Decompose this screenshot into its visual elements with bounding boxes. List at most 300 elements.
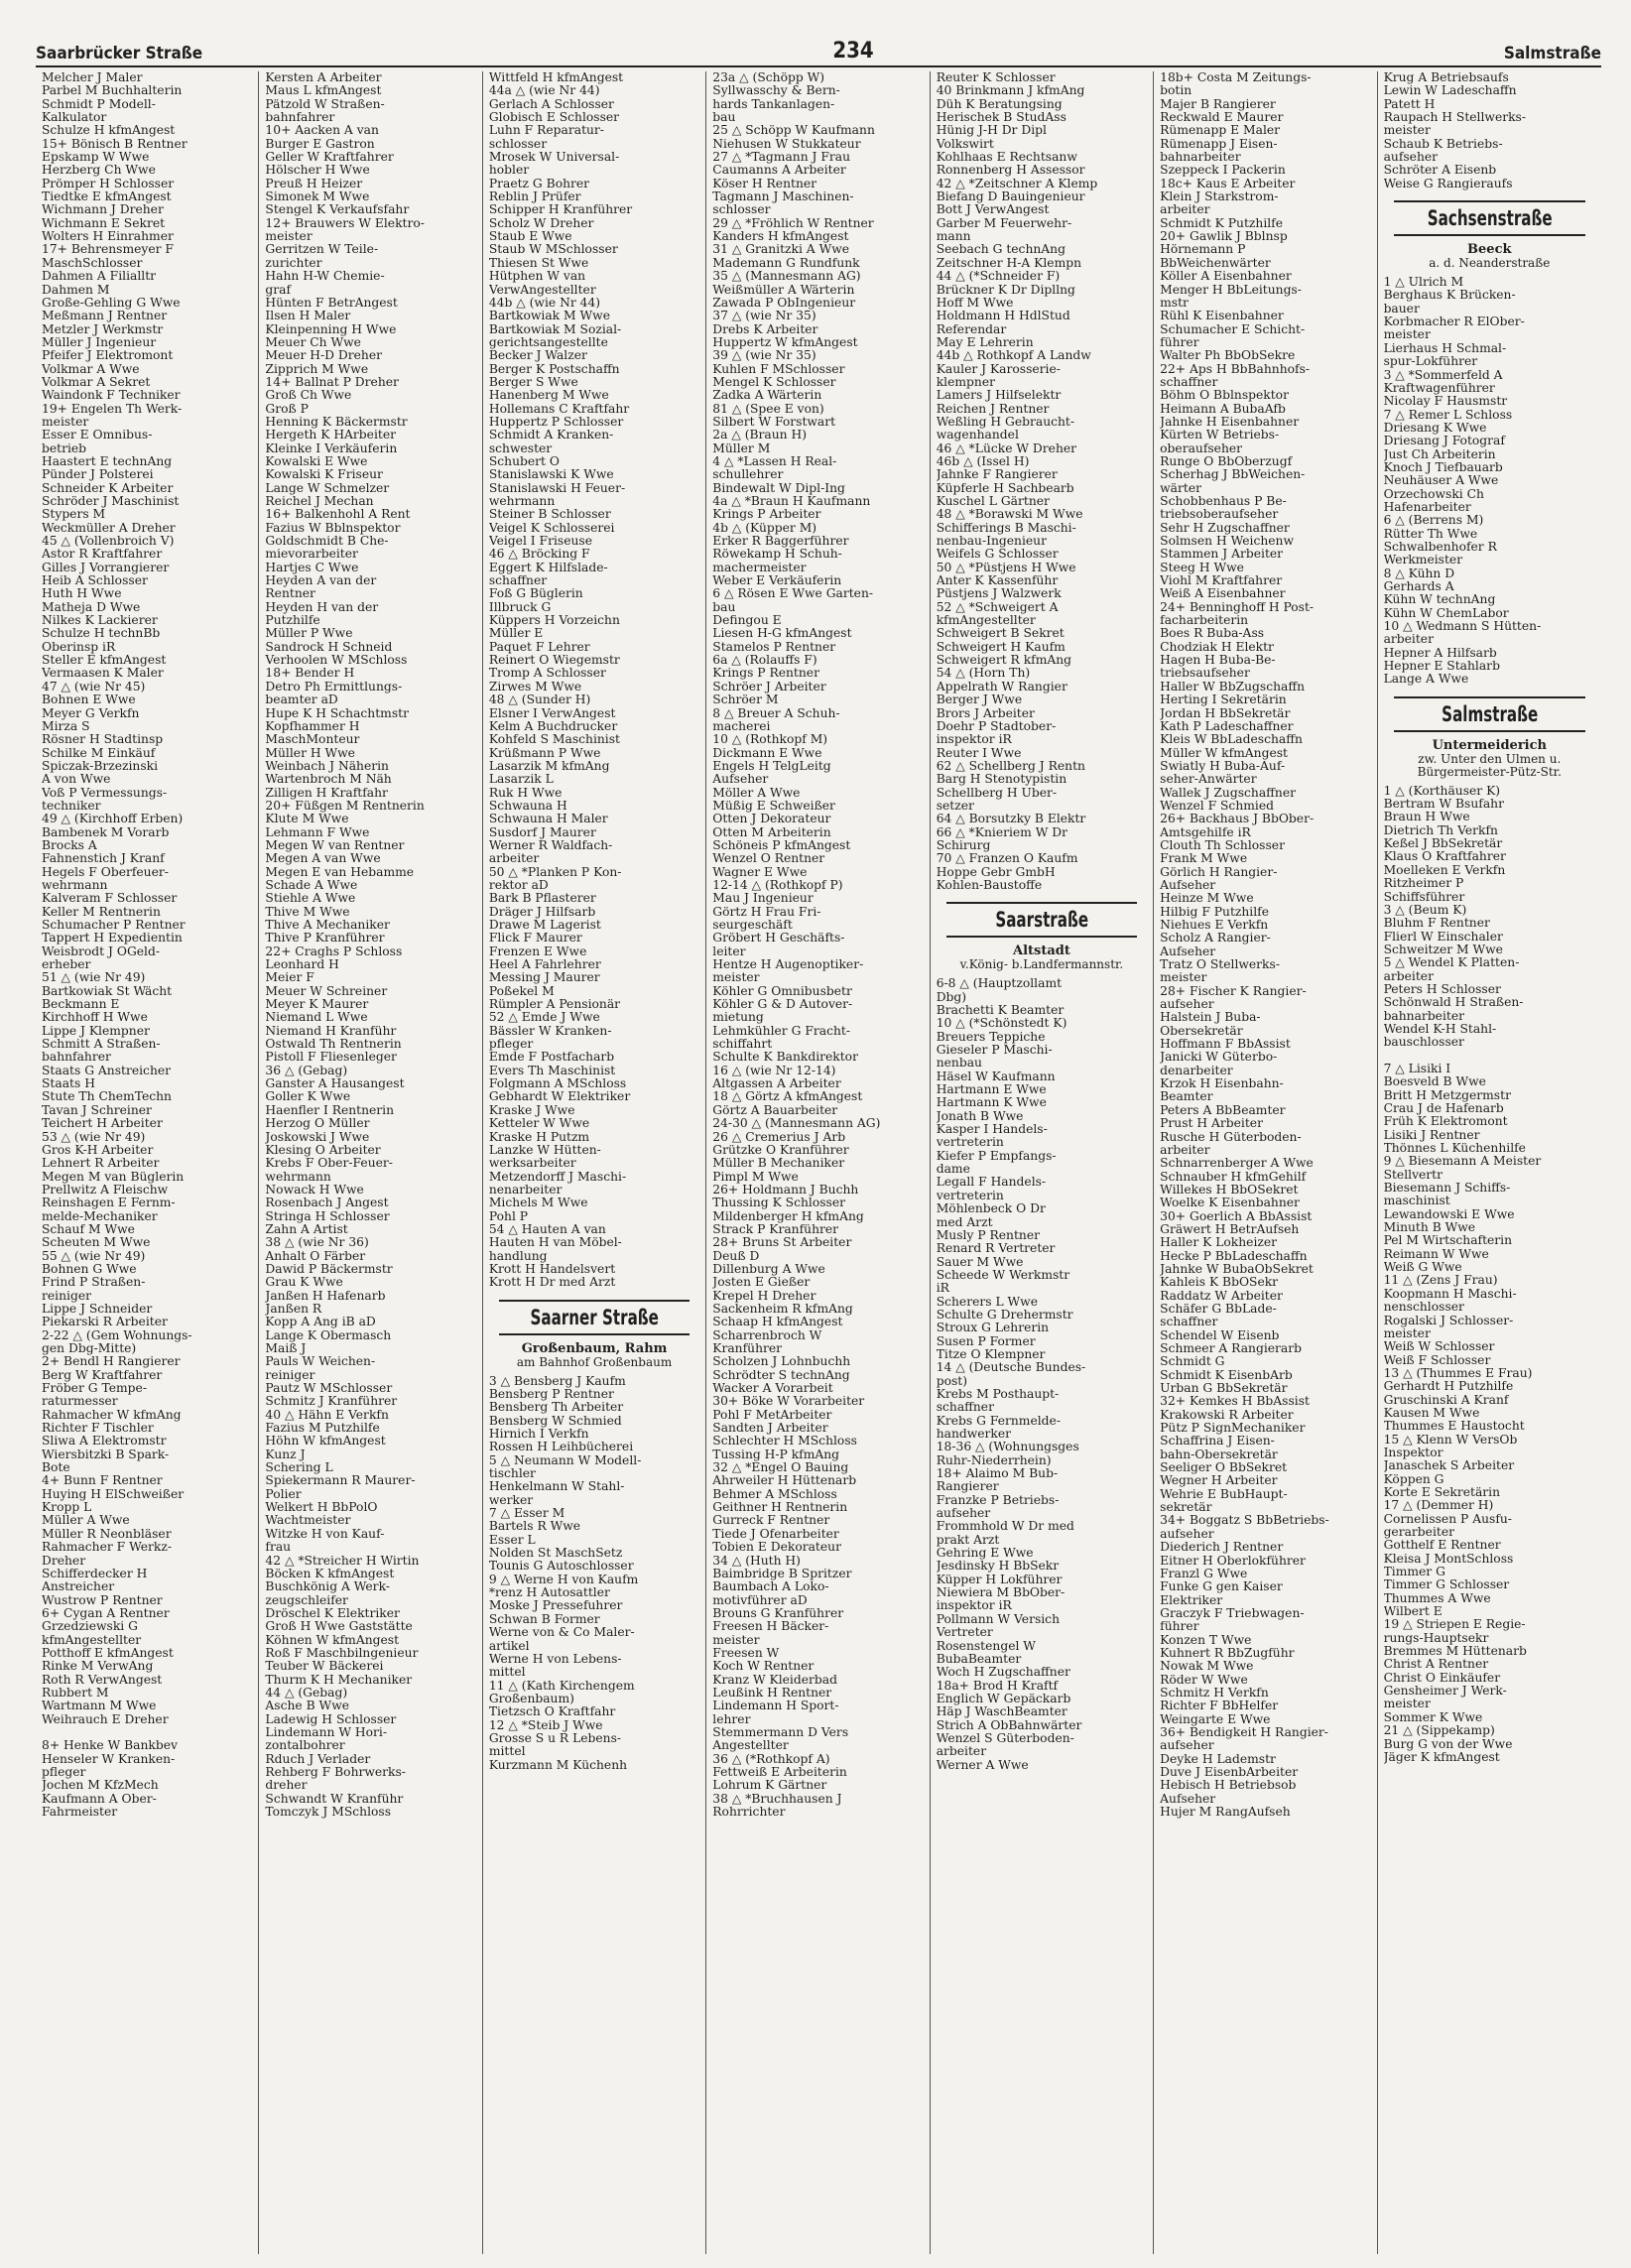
directory-entry: Zilligen H Kraftfahr [265,786,388,800]
directory-entry: Rangierer [936,1480,999,1494]
directory-entry: 9 △ Biesemann A Meister [1383,1155,1542,1169]
directory-entry: Kuhlen F MSchlosser [712,362,845,376]
directory-entry: Krakowski R Arbeiter [1160,1408,1294,1422]
directory-entry: Teuber W Bäckerei [265,1660,384,1674]
directory-entry: Lasarzik L [488,773,554,787]
directory-entry: Duve J EisenbArbeiter [1160,1766,1299,1779]
directory-entry: Schweigert H Kaufm [936,640,1066,654]
directory-entry: Hoppe Gebr GmbH [936,865,1056,879]
directory-entry: 54 △ (Horn Th) [936,667,1031,681]
directory-entry: führer [1160,335,1199,349]
directory-entry: Rümenapp J Eisen- [1160,137,1278,151]
directory-entry: Parbel M Buchhalterin [42,84,183,98]
directory-entry: Niehusen W Stukkateur [712,137,861,151]
directory-entry: 34 △ (Huth H) [712,1554,801,1568]
directory-entry: Engels H TelgLeitg [712,759,831,773]
directory-entry: Verhoolen W MSchloss [265,654,408,668]
directory-entry: Otten J Dekorateur [712,813,831,826]
directory-entry: Ostwald Th Rentnerin [265,1038,402,1052]
directory-entry: 32 △ *Engel O Bauing [712,1461,849,1475]
directory-entry: Ritzheimer P [1383,877,1464,891]
directory-entry: Böhm O Bblnspektor [1160,389,1289,403]
directory-entry: beamter aD [265,693,338,707]
directory-entry: Ladewig H Schlosser [265,1712,397,1726]
directory-entry: Kirchhoff H Wwe [42,1011,148,1025]
directory-entry: Werkmeister [1383,554,1463,567]
directory-entry: MaschMonteur [265,733,360,747]
directory-entry: Reuter I Wwe [936,746,1022,760]
directory-entry: schwester [488,441,553,455]
directory-entry: 55 △ (wie Nr 49) [42,1249,146,1263]
directory-entry: Raupach H Stellwerks- [1383,111,1527,125]
directory-entry: Hartjes C Wwe [265,561,359,574]
directory-entry: Englich W Gepäckarb [936,1692,1071,1705]
directory-entry: Heimann A BubaAfb [1160,402,1286,416]
street-name: Saarner Straße [530,1305,659,1329]
directory-entry: Bartkowiak M Sozial- [488,322,622,336]
directory-entry: Schlechter H MSchloss [712,1435,857,1449]
directory-entry: Spiczak-Brzezinski [42,759,159,773]
directory-entry: Lisiki J Rentner [1383,1128,1480,1142]
directory-entry: Staats H [42,1077,95,1091]
directory-entry: Müller J Ingenieur [42,335,157,349]
directory-entry: Dahmen M [42,283,110,297]
directory-entry: Aufseher [712,773,769,787]
directory-entry: Stellvertr [1383,1168,1443,1182]
directory-entry: 21 △ (Sippekamp) [1383,1724,1495,1738]
directory-entry: Jonath B Wwe [936,1109,1024,1123]
directory-entry: tischler [488,1467,536,1481]
header-street-to: Salmstraße [1503,44,1601,63]
directory-entry: Zirwes M Wwe [488,680,582,693]
directory-entry: Kohfeld S Maschinist [488,733,620,747]
directory-entry: schullehrer [712,468,784,482]
directory-entry: Niewiera M BbOber- [936,1586,1066,1600]
directory-entry: Richter F BbHelfer [1160,1700,1279,1713]
directory-entry: lehrer [712,1712,751,1726]
directory-entry: Weber E Verkäuferin [712,574,842,588]
directory-entry: Gerhards A [1383,580,1454,593]
directory-entry: werker [488,1493,534,1507]
directory-entry: Metzendorff J Maschi- [488,1170,627,1184]
directory-entry: mittel [488,1666,526,1680]
directory-entry: Höhn W kfmAngest [265,1435,386,1449]
directory-entry: Früh K Elektromont [1383,1115,1508,1129]
directory-entry: post) [936,1374,968,1388]
directory-entry: handwerker [936,1428,1012,1441]
directory-entry: Mirza S [42,719,90,733]
directory-entry: Hirnich I Verkfn [488,1428,589,1441]
directory-entry: Astor R Kraftfahrer [42,548,163,562]
directory-entry: Görtz H Frau Fri- [712,905,821,919]
directory-entry: Schwandt W Kranführ [265,1792,404,1806]
directory-entry: Pistoll F Fliesenleger [265,1051,397,1065]
directory-entry: Pautz W MSchlosser [265,1382,393,1396]
directory-entry: Rahmacher F Werkz- [42,1541,172,1555]
directory-entry: 48 △ *Borawski M Wwe [936,508,1083,522]
street-range-note: a. d. Neanderstraße [1429,256,1551,271]
directory-entry: Dietrich Th Verkfn [1383,823,1498,837]
directory-entry: Schmidt P Modell- [42,97,156,111]
directory-entry: Raddatz W Arbeiter [1160,1289,1283,1303]
directory-entry: Boesveld B Wwe [1383,1075,1486,1089]
directory-entry: Rahmacher W kfmAng [42,1408,182,1422]
directory-entry: Frenzen E Wwe [488,945,587,958]
directory-entry: prakt Arzt [936,1533,1000,1547]
directory-entry: 44b △ (wie Nr 44) [488,296,601,310]
directory-entry: Scholzen J Lohnbuchh [712,1355,851,1369]
directory-entry: Steller E kfmAngest [42,654,167,668]
directory-entry: Schilke M Einkäuf [42,746,156,760]
directory-entry: Schendel W Eisenb [1160,1328,1280,1342]
directory-entry: *renz H Autosattler [488,1586,610,1600]
directory-entry: Tavan J Schreiner [42,1103,152,1117]
directory-entry: wagenhandel [936,429,1019,442]
directory-entry: Huppertz W kfmAngest [712,335,858,349]
directory-entry: Bohnen G Wwe [42,1262,137,1276]
directory-entry: Dillenburg A Wwe [712,1262,825,1276]
directory-entry: 19+ Engelen Th Werk- [42,402,183,416]
directory-entry: Janicki W Güterbo- [1160,1051,1278,1065]
directory-entry: Müller A Wwe [42,1514,130,1528]
directory-entry: Garber M Feuerwehr- [936,216,1072,230]
directory-entry: Pätzold W Straßen- [265,97,385,111]
directory-entry: Elsner I VerwAngest [488,706,616,720]
directory-entry: vertreterin [936,1136,1004,1150]
directory-entry: Haller W BbZugschaffn [1160,680,1306,693]
directory-entry: 30+ Goerlich A BbAssist [1160,1209,1313,1223]
directory-column [1378,71,1601,2254]
directory-entry: Schulte G Drehermstr [936,1308,1073,1322]
directory-entry: Piekarski R Arbeiter [42,1316,168,1329]
directory-entry: Moske J Pressefuhrer [488,1599,623,1613]
directory-entry: Schulte K Bankdirektor [712,1051,858,1065]
directory-entry: Kopp A Ang iB aD [265,1316,376,1329]
directory-entry: 1 △ (Korthäuser K) [1383,784,1501,798]
directory-entry: Werner R Waldfach- [488,838,613,852]
directory-entry: Meuer W Schreiner [265,984,388,998]
directory-entry: meister [1383,328,1431,342]
directory-entry: Schnarrenberger A Wwe [1160,1157,1314,1171]
directory-entry: 22+ Aps H BbBahnhofs- [1160,362,1311,376]
directory-entry: 18b+ Costa M Zeitungs- [1160,71,1312,84]
directory-entry: bauer [1383,302,1420,315]
directory-entry: 15 △ Klenn W VersOb [1383,1433,1518,1447]
directory-entry: Weißmüller A Wärterin [712,283,855,297]
directory-entry: Hepner E Stahlarb [1383,660,1500,674]
directory-entry: Messing J Maurer [488,971,600,985]
directory-entry: Häsel W Kaufmann [936,1070,1056,1083]
directory-entry: Driesang K Wwe [1383,421,1487,435]
directory-entry: Schäfer G BbLade- [1160,1302,1277,1316]
directory-entry: Sandten J Arbeiter [712,1422,828,1436]
directory-entry: zurichter [265,256,322,270]
directory-entry: Deyke H Lademstr [1160,1752,1276,1766]
directory-entry: 38 △ (wie Nr 36) [265,1236,369,1250]
directory-entry: Drebs K Arbeiter [712,322,818,336]
directory-entry: Schirurg [936,838,991,852]
directory-entry: Viohl M Kraftfahrer [1160,574,1283,588]
directory-entry: Müller E [488,627,544,641]
directory-entry: 38 △ *Bruchhausen J [712,1792,842,1806]
directory-entry: Henkelmann W Stahl- [488,1480,625,1494]
directory-entry: 10 △ (Rothkopf M) [712,733,828,747]
directory-entry: Wendel K-H Stahl- [1383,1022,1497,1036]
directory-entry: arbeiter [1383,969,1434,983]
directory-entry: Schauf M Wwe [42,1222,135,1236]
directory-entry: Niehues E Verkfn [1160,919,1269,932]
directory-entry: aufseher [1383,151,1439,165]
directory-entry: Wenzel F Schmied [1160,799,1274,813]
directory-entry: raturmesser [42,1395,118,1409]
directory-entry: Gotthelf E Rentner [1383,1539,1501,1553]
directory-entry: Franzke P Betriebs- [936,1493,1060,1507]
directory-entry: Gräwert H BetrAufseh [1160,1222,1300,1236]
directory-entry: 47 △ (wie Nr 45) [42,680,146,693]
directory-entry: leiter [712,945,746,958]
directory-entry: Schulze H kfmAngest [42,124,176,138]
directory-entry: bauschlosser [1383,1036,1464,1050]
directory-entry: mstr [1160,296,1189,310]
directory-entry: Fazius M Putzhilfe [265,1422,380,1436]
directory-entry: 7 △ Lisiki I [1383,1062,1451,1075]
directory-entry: Oberinsp iR [42,640,116,654]
directory-entry: Fazius W Bblnspektor [265,521,401,535]
section-rule [1394,696,1585,698]
directory-entry: Schade A Wwe [265,878,358,892]
directory-entry: Grau K Wwe [265,1276,343,1290]
directory-entry: handlung [488,1249,548,1263]
directory-entry: Klaus O Kraftfahrer [1383,850,1506,864]
directory-entry: 27 △ *Tagmann J Frau [712,151,851,165]
directory-entry: Steeg H Wwe [1160,561,1244,574]
directory-entry: Kelm A Buchdrucker [488,719,618,733]
directory-entry: Lierhaus H Schmal- [1383,341,1507,355]
directory-entry: Hollemans C Kraftfahr [488,402,630,416]
directory-entry: Hünten F BetrAngest [265,296,398,310]
directory-entry: Groß H Wwe Gaststätte [265,1620,413,1634]
directory-entry: Maus L kfmAngest [265,84,382,98]
directory-entry: Hegels F Oberfeuer- [42,865,169,879]
directory-entry: Seebach G technAng [936,243,1066,257]
directory-entry: Hafenarbeiter [1383,500,1471,514]
directory-entry: Frommhold W Dr med [936,1520,1074,1534]
directory-entry: Tietzsch O Kraftfahr [488,1705,616,1719]
directory-entry: Behmer A MSchloss [712,1487,837,1501]
directory-entry: 36 △ (Gebag) [265,1064,348,1077]
directory-entry: Swiatly H Buba-Auf- [1160,759,1286,773]
directory-entry: Gerhardt H Putzhilfe [1383,1380,1514,1394]
directory-entry: Aufseher [1160,945,1216,958]
directory-entry: bau [712,600,736,614]
directory-entry: 23a △ (Schöpp W) [712,71,825,84]
directory-entry: Koopmann H Maschi- [1383,1287,1517,1301]
directory-entry: Holdmann H HdlStud [936,310,1070,323]
directory-entry: 24-30 △ (Mannesmann AG) [712,1117,881,1131]
directory-entry: 7 △ Remer L Schloss [1383,408,1513,422]
directory-entry: MaschSchlosser [42,256,143,270]
directory-entry: 30+ Böke W Vorarbeiter [712,1395,865,1409]
directory-entry: Böcken K kfmAngest [265,1567,395,1580]
directory-entry: Braun H Wwe [1383,811,1470,824]
directory-entry: 20+ Füßgen M Rentnerin [265,799,425,813]
directory-entry: 44 △ (*Schneider F) [936,270,1061,284]
directory-entry: Jahnke W BubaObSekret [1160,1262,1314,1276]
directory-entry: Keßel J BbSekretär [1383,837,1503,851]
directory-entry: Anter K Kassenführ [936,574,1059,588]
directory-entry: Scharrenbroch W [712,1328,822,1342]
directory-entry: Scherhag J BbWeichen- [1160,468,1306,482]
directory-entry: 50 △ *Püstjens H Wwe [936,561,1076,574]
directory-entry: Zawada P ObIngenieur [712,296,856,310]
directory-entry: Graczyk F Triebwagen- [1160,1606,1305,1620]
directory-entry: Bindewalt W Dipl-Ing [712,481,845,495]
directory-entry: 36 △ (*Rothkopf A) [712,1752,830,1766]
directory-entry: Rösner H Stadtinsp [42,733,164,747]
directory-entry: meister [1383,1326,1431,1340]
directory-entry: Ruhr-Niederrhein) [936,1453,1052,1467]
directory-entry: Woch H Zugschaffner [936,1666,1070,1680]
directory-entry: Schiffsführer [1383,890,1465,904]
directory-entry: Staats G Anstreicher [42,1064,172,1077]
directory-entry: Reichel J Mechan [265,495,374,508]
directory-entry: Wenzel S Güterboden- [936,1731,1074,1745]
directory-entry: Werner A Wwe [936,1758,1029,1772]
directory-entry: denarbeiter [1160,1064,1233,1077]
section-rule [1394,200,1585,202]
directory-entry: Diederich J Rentner [1160,1541,1284,1555]
directory-entry: Susen P Former [936,1334,1036,1348]
directory-entry: Groß P [265,402,309,416]
directory-entry: Megen A van Wwe [265,852,381,866]
directory-entry: Polier [265,1487,302,1501]
directory-entry: 44b △ Rothkopf A Landw [936,349,1091,363]
directory-entry: Prust H Arbeiter [1160,1117,1263,1131]
directory-entry: Möller A Wwe [712,786,801,800]
directory-entry: Krepel H Dreher [712,1289,816,1303]
directory-entry: Dräger J Hilfsarb [488,905,596,919]
directory-entry: mittel [488,1745,526,1759]
directory-entry: Zipprich M Wwe [265,362,369,376]
directory-entry: 20+ Gawlik J Bblnsp [1160,230,1288,244]
directory-entry: Altgassen A Arbeiter [712,1077,841,1091]
directory-entry: Doehr P Stadtober- [936,719,1057,733]
directory-entry: 25 △ Schöpp W Kaufmann [712,124,875,138]
directory-entry: Moelleken E Verkfn [1383,863,1506,877]
directory-entry: Janßen H Hafenarb [265,1289,386,1303]
directory-entry: Schellberg H Über- [936,786,1058,800]
street-range-note: zw. Unter den Ulmen u. Bürgermeister-Pütz-Str. [1417,751,1562,779]
directory-entry: Weßling H Gebraucht- [936,415,1075,429]
directory-entry: Wehrie E BubHaupt- [1160,1487,1288,1501]
directory-entry: May E Lehrerin [936,335,1034,349]
directory-entry: Wustrow P Rentner [42,1593,163,1607]
directory-entry: mietung [712,1011,764,1025]
directory-entry: Emde F Postfacharb [488,1051,615,1065]
directory-entry: Grützke O Kranführer [712,1143,849,1157]
directory-entry: 44a △ (wie Nr 44) [488,84,600,98]
directory-entry: Kausen M Wwe [1383,1406,1480,1420]
directory-entry: Tobien E Dekorateur [712,1541,841,1555]
directory-entry: Henning K Bäckermstr [265,415,408,429]
directory-entry: Janaschek S Arbeiter [1383,1459,1515,1473]
directory-entry: 44 △ (Gebag) [265,1686,348,1700]
directory-entry: Szeppeck I Packerin [1160,164,1286,178]
directory-entry: Schmitz H Verkfn [1160,1686,1269,1700]
directory-entry: Clouth Th Schlosser [1160,838,1285,852]
directory-entry: wehrmann [488,495,556,508]
directory-entry: Burger E Gastron [265,137,375,151]
directory-entry: Paquet F Lehrer [488,640,590,654]
directory-entry: Gieseler P Maschi- [936,1044,1053,1058]
directory-entry: Minuth B Wwe [1383,1221,1476,1235]
directory-entry: Meier F [265,971,314,985]
directory-entry: Michels M Wwe [488,1197,588,1210]
directory-entry: Kleisa J MontSchloss [1383,1552,1514,1566]
directory-entry: Bohnen E Wwe [42,693,136,707]
directory-entry: Roß F Maschbilngenieur [265,1646,419,1660]
directory-entry: Weifels G Schlosser [936,548,1059,562]
directory-entry: Fettweiß E Arbeiterin [712,1766,847,1779]
directory-entry: Heinze M Wwe [1160,892,1254,906]
directory-entry: Kersten A Arbeiter [265,71,382,84]
directory-entry: nenbau-Ingenieur [936,535,1047,549]
directory-entry: Fahnenstich J Kranf [42,852,165,866]
directory-entry: Scheede W Werkmstr [936,1268,1070,1282]
directory-entry: Erker R Baggerführer [712,535,849,549]
directory-entry: Rühl K Eisenbahner [1160,310,1284,323]
directory-entry: Wilbert E [1383,1605,1443,1619]
directory-entry: Tounis G Autoschlosser [488,1560,634,1574]
directory-entry: Hilbig F Putzhilfe [1160,905,1269,919]
directory-entry: Hauten H van Möbel- [488,1236,622,1250]
directory-entry: Lindemann W Hori- [265,1725,387,1739]
directory-entry: 35 △ (Mannesmann AG) [712,270,861,284]
directory-entry: Kasper I Handels- [936,1123,1048,1137]
directory-entry: Großenbaum) [488,1692,574,1705]
directory-entry: 40 Brinkmann J kfmAng [936,84,1085,98]
street-section-heading [489,1300,699,1369]
street-range-note: am Bahnhof Großenbaum [516,1354,673,1369]
directory-entry: Görlich H Rangier- [1160,865,1278,879]
directory-entry: 39 △ (wie Nr 35) [712,349,816,363]
directory-entry: Weinbach J Näherin [265,759,389,773]
directory-entry: Klesing O Arbeiter [265,1143,381,1157]
directory-entry: Weiß G Wwe [1383,1261,1462,1275]
directory-entry: Franzl G Wwe [1160,1567,1248,1580]
directory-entry: gerichtsangestellte [488,335,608,349]
directory-entry: reiniger [42,1289,91,1303]
directory-entry: Düh K Beratungsing [936,97,1063,111]
directory-entry: Niemand H Kranführ [265,1024,397,1038]
directory-entry: Haenfler I Rentnerin [265,1103,395,1117]
directory-entry: Mrosek W Universal- [488,151,620,165]
directory-entry: Kiefer P Empfangs- [936,1149,1057,1163]
directory-entry: Voß P Vermessungs- [42,786,168,800]
directory-entry: Veigel K Schlosserei [488,521,615,535]
directory-entry: Heyden A van der [265,574,377,588]
directory-entry: Asche B Wwe [265,1700,349,1713]
directory-entry: Wichmann E Sekret [42,216,166,230]
directory-entry: 9 △ Werne H von Kaufm [488,1573,639,1586]
directory-entry: Stammen J Arbeiter [1160,548,1284,562]
directory-entry: Heib A Schlosser [42,574,148,588]
directory-entry: Musly P Rentner [936,1228,1040,1242]
street-section-heading [1384,200,1595,270]
directory-entry: Solmsen H Weichenw [1160,535,1294,549]
directory-entry: Wacker A Vorarbeit [712,1382,833,1396]
directory-entry: Korbmacher R ElOber- [1383,315,1525,329]
